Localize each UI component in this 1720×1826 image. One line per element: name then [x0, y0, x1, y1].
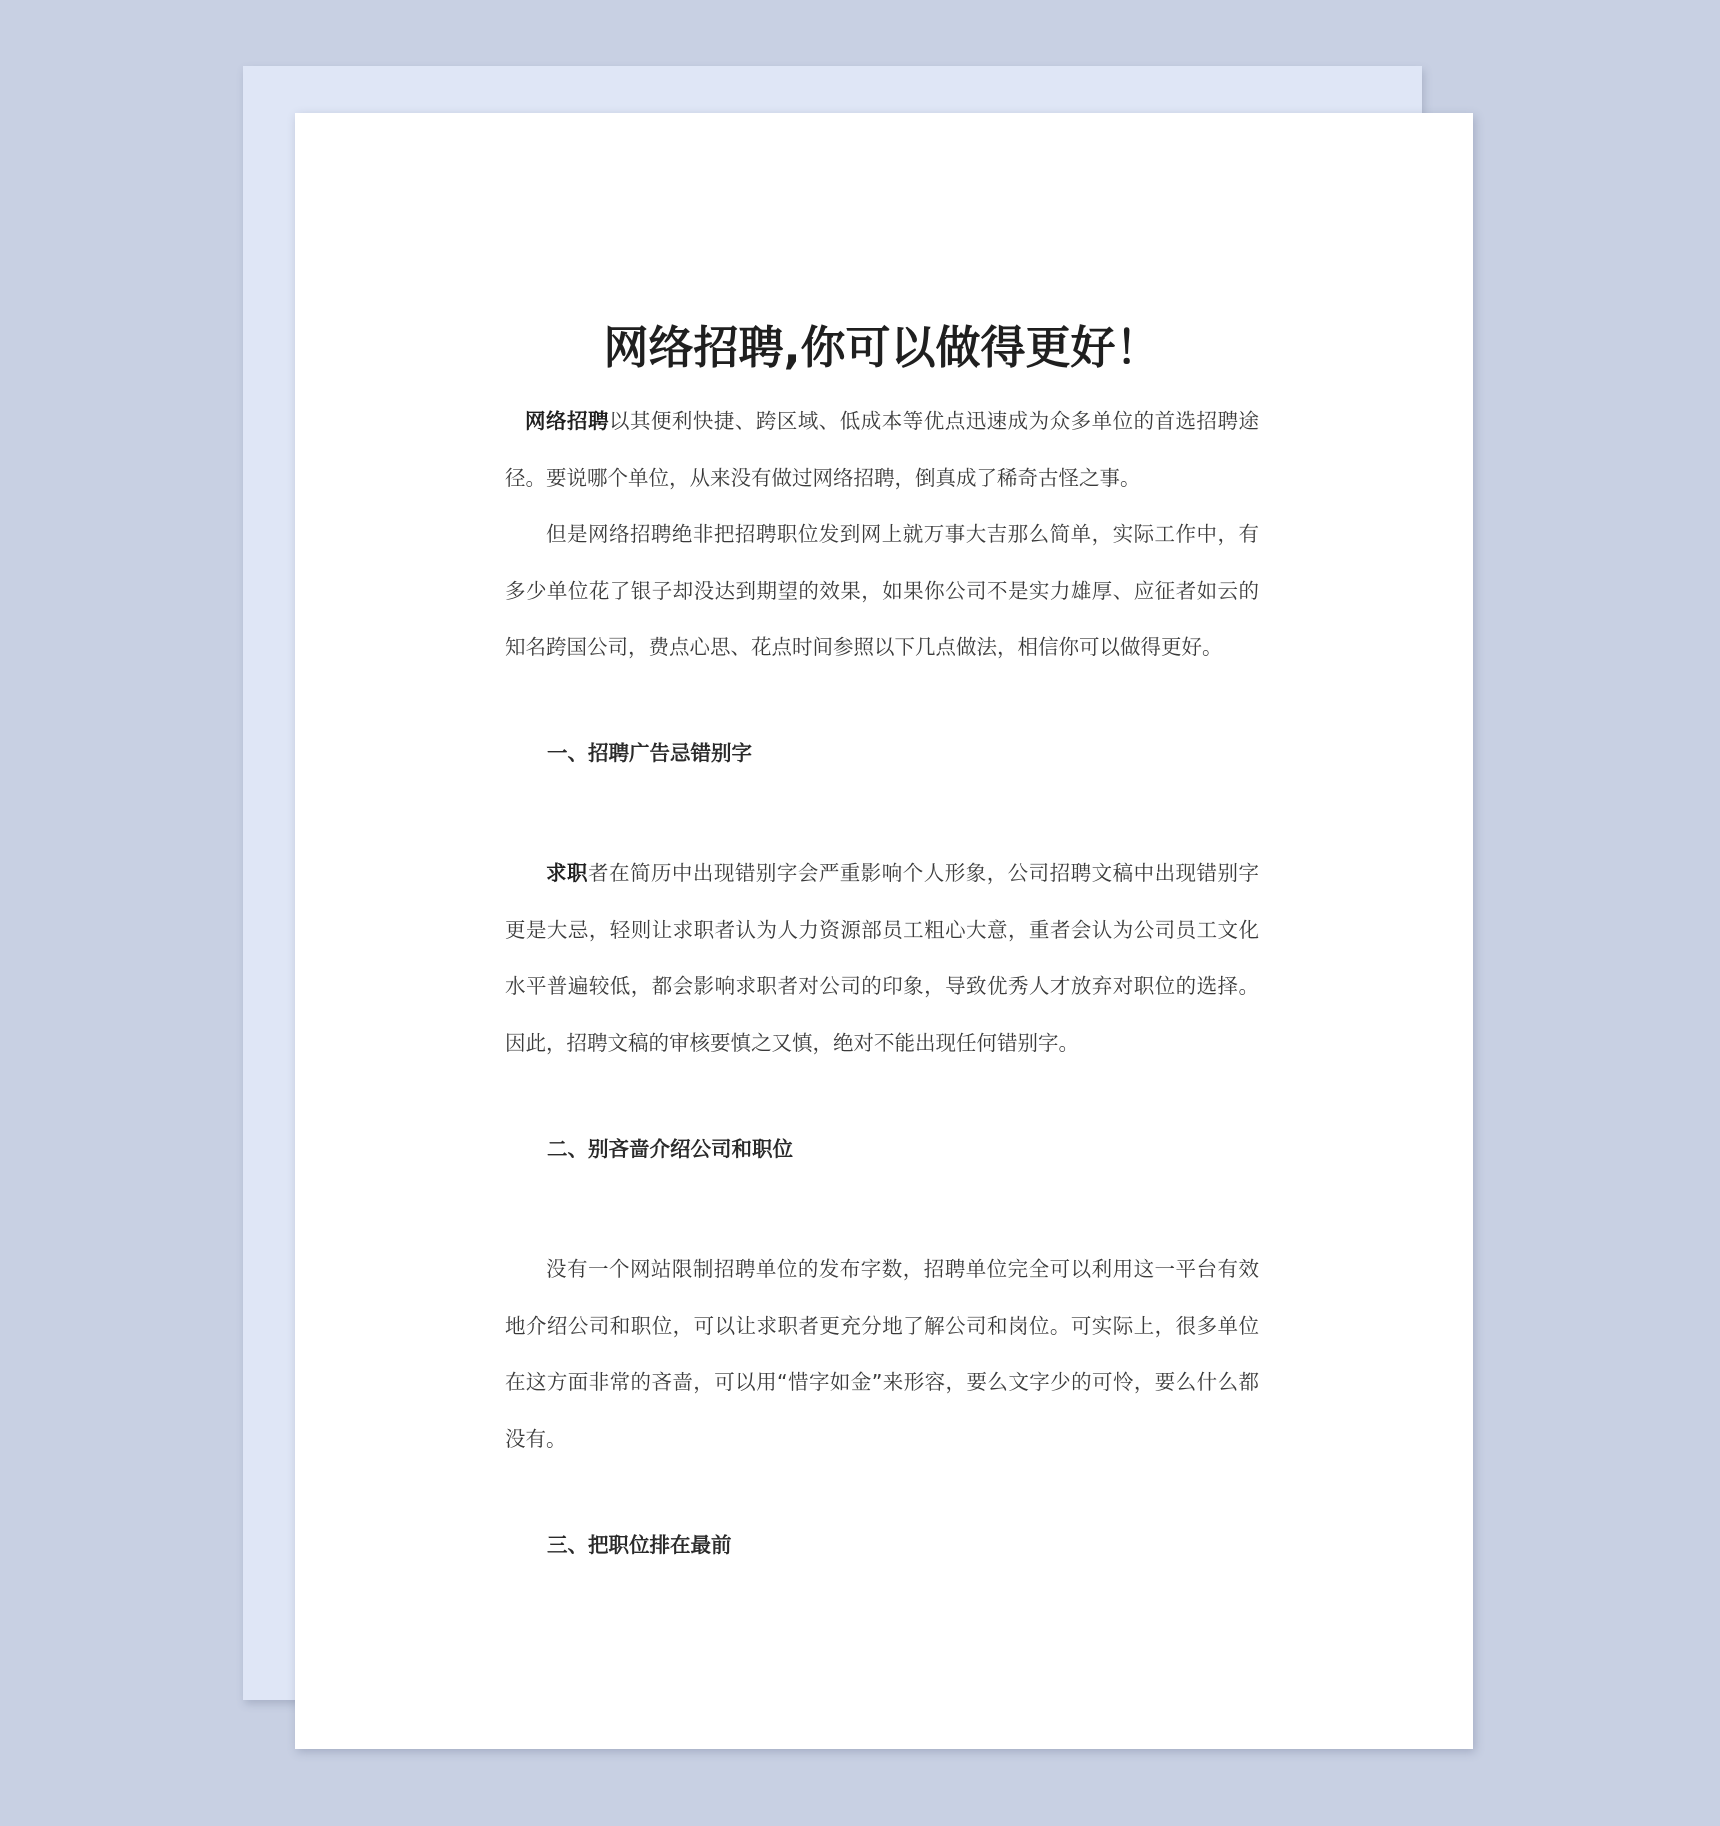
section-2-paragraph — [505, 1241, 1259, 1467]
paragraph-lead-bold: 求职 — [546, 861, 588, 885]
section-1-paragraph — [505, 845, 1259, 1071]
paragraph-text: 没有一个网站限制招聘单位的发布字数，招聘单位完全可以利用这一平台有效地介绍公司和职位，可以让求职者更充分地了解公司和岗位。可实际上，很多单位在这方面非常的吝啬，可以用“惜字如金”来形容，要么文字少的可怜，要么什么都没有。 — [505, 1257, 1259, 1451]
paragraph-text: 者在简历中出现错别字会严重影响个人形象，公司招聘文稿中出现错别字更是大忌，轻则让求职者认为人力资源部员工粗心大意，重者会认为公司员工文化水平普遍较低，都会影响求职者对公司的印象，导致优秀人才放弃对职位的选择。因此，招聘文稿的审核要慎之又慎，绝对不能出现任何错别字。 — [505, 861, 1260, 1055]
paragraph-lead-bold: 网络招聘 — [525, 409, 609, 433]
paragraph-text: 以其便利快捷、跨区域、低成本等优点迅速成为众多单位的首选招聘途径。要说哪个单位，从来没有做过网络招聘，倒真成了稀奇古怪之事。 — [505, 409, 1260, 490]
section-heading-2: 二、别吝啬介绍公司和职位 — [547, 1137, 793, 1161]
intro-paragraph-1 — [505, 393, 1259, 506]
document-title: 网络招聘,你可以做得更好！ — [603, 321, 1161, 374]
section-heading-1: 一、招聘广告忌错别字 — [547, 741, 752, 765]
intro-paragraph-2 — [505, 506, 1259, 676]
paragraph-text: 但是网络招聘绝非把招聘职位发到网上就万事大吉那么简单，实际工作中，有多少单位花了银子却没达到期望的效果，如果你公司不是实力雄厚、应征者如云的知名跨国公司，费点心思、花点时间参照以下几点做法，相信你可以做得更好。 — [505, 522, 1259, 659]
section-heading-3: 三、把职位排在最前 — [547, 1533, 732, 1557]
document-page — [295, 113, 1473, 1749]
